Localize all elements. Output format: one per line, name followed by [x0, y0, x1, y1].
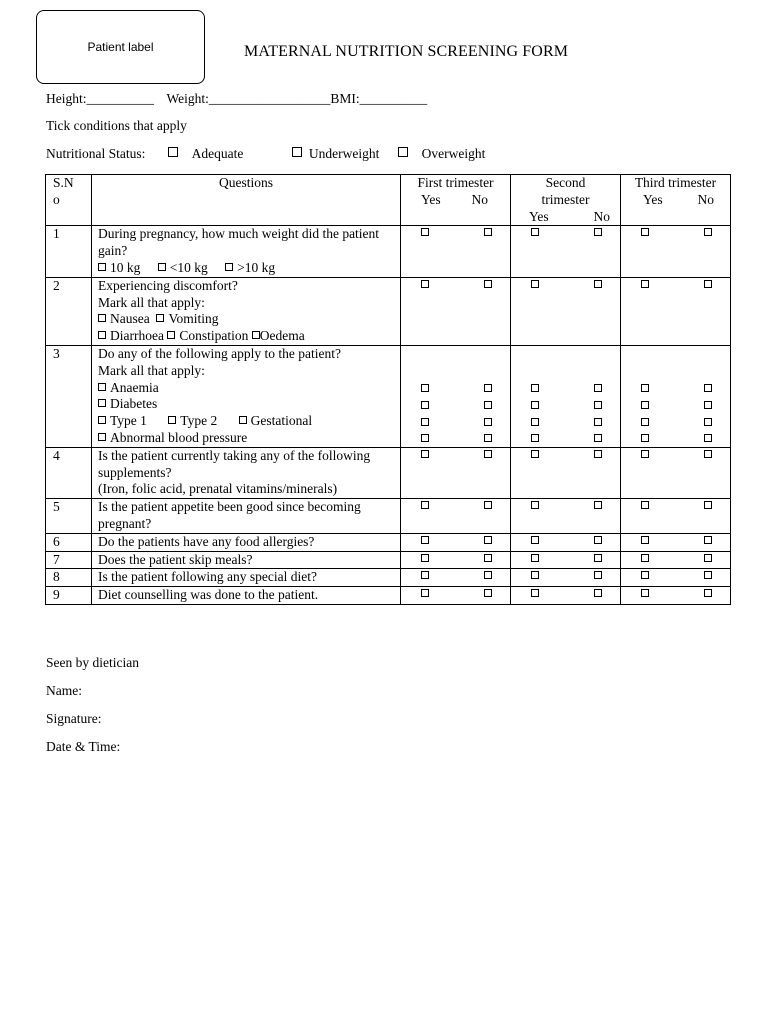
no-label: No — [471, 191, 488, 207]
no-checkbox-icon[interactable] — [484, 450, 492, 458]
question-cell: Is the patient following any special diet? — [92, 569, 401, 587]
third-trimester-cell — [621, 277, 731, 345]
seen-by-dietician: Seen by dietician — [46, 655, 139, 670]
checkbox-icon[interactable] — [98, 383, 106, 391]
table-row — [46, 226, 731, 277]
no-checkbox-icon[interactable] — [484, 501, 492, 509]
third-trimester-cell — [621, 551, 731, 569]
question-cell: Experiencing discomfort? Mark all that apply: Nausea Vomiting Diarrhoea Constipation Oedema — [92, 277, 401, 345]
yes-checkbox-icon[interactable] — [531, 401, 539, 409]
first-trimester-cell — [401, 569, 511, 587]
no-checkbox-icon[interactable] — [594, 280, 602, 288]
form-title: MATERNAL NUTRITION SCREENING FORM — [244, 43, 569, 60]
no-checkbox-icon[interactable] — [594, 450, 602, 458]
yes-checkbox-icon[interactable] — [531, 418, 539, 426]
yes-checkbox-icon[interactable] — [641, 434, 649, 442]
second-trimester-cell — [511, 569, 621, 587]
row-number: 1 — [46, 226, 92, 277]
checkbox-icon[interactable] — [225, 263, 233, 271]
screening-table — [45, 174, 731, 605]
yes-checkbox-icon[interactable] — [641, 571, 649, 579]
row-number: 2 — [46, 277, 92, 345]
question-cell: Diet counselling was done to the patient. — [92, 587, 401, 605]
question-cell: During pregnancy, how much weight did the patient gain? 10 kg <10 kg >10 kg — [92, 226, 401, 277]
yes-checkbox-icon[interactable] — [531, 589, 539, 597]
name-field[interactable]: Name: — [46, 683, 82, 698]
third-trimester-cell — [621, 345, 731, 447]
yes-checkbox-icon[interactable] — [641, 384, 649, 392]
yes-checkbox-icon[interactable] — [421, 450, 429, 458]
second-trimester-cell — [511, 587, 621, 605]
yes-checkbox-icon[interactable] — [421, 501, 429, 509]
yes-label: Yes — [529, 208, 549, 224]
checkbox-icon[interactable] — [158, 263, 166, 271]
no-checkbox-icon[interactable] — [594, 434, 602, 442]
question-cell: Do any of the following apply to the patient? Mark all that apply: Anaemia Diabetes Type 1 Type 2 Gestational Abnormal blood pressure — [92, 345, 401, 447]
no-checkbox-icon[interactable] — [594, 501, 602, 509]
row-number: 9 — [46, 587, 92, 605]
signature-field[interactable]: Signature: — [46, 711, 102, 726]
second-trimester-header: Second trimester Yes No — [511, 175, 621, 226]
no-checkbox-icon[interactable] — [484, 554, 492, 562]
yes-checkbox-icon[interactable] — [531, 536, 539, 544]
no-checkbox-icon[interactable] — [704, 434, 712, 442]
no-label: No — [697, 191, 714, 207]
yes-checkbox-icon[interactable] — [641, 280, 649, 288]
yes-checkbox-icon[interactable] — [531, 228, 539, 236]
no-checkbox-icon[interactable] — [484, 280, 492, 288]
no-checkbox-icon[interactable] — [484, 418, 492, 426]
yes-checkbox-icon[interactable] — [531, 501, 539, 509]
third-trimester-cell — [621, 447, 731, 498]
no-checkbox-icon[interactable] — [594, 571, 602, 579]
table-row — [46, 447, 731, 498]
no-checkbox-icon[interactable] — [704, 536, 712, 544]
question-cell: Is the patient appetite been good since becoming pregnant? — [92, 499, 401, 534]
yes-checkbox-icon[interactable] — [531, 571, 539, 579]
yes-checkbox-icon[interactable] — [421, 401, 429, 409]
row-number: 8 — [46, 569, 92, 587]
yes-checkbox-icon[interactable] — [531, 280, 539, 288]
third-trimester-cell — [621, 533, 731, 551]
bmi-field[interactable]: BMI:__________ — [330, 91, 428, 106]
row-number: 6 — [46, 533, 92, 551]
checkbox-icon[interactable] — [239, 416, 247, 424]
yes-checkbox-icon[interactable] — [641, 501, 649, 509]
yes-checkbox-icon[interactable] — [421, 384, 429, 392]
checkbox-icon[interactable] — [398, 147, 408, 157]
second-trimester-cell — [511, 533, 621, 551]
yes-checkbox-icon[interactable] — [531, 554, 539, 562]
second-trimester-cell — [511, 345, 621, 447]
patient-label-box — [36, 10, 205, 84]
third-trimester-cell — [621, 226, 731, 277]
yes-checkbox-icon[interactable] — [531, 434, 539, 442]
no-checkbox-icon[interactable] — [704, 401, 712, 409]
no-checkbox-icon[interactable] — [704, 554, 712, 562]
yes-checkbox-icon[interactable] — [421, 536, 429, 544]
third-trimester-cell — [621, 569, 731, 587]
first-trimester-cell — [401, 226, 511, 277]
yes-checkbox-icon[interactable] — [421, 280, 429, 288]
no-checkbox-icon[interactable] — [594, 536, 602, 544]
no-checkbox-icon[interactable] — [594, 228, 602, 236]
checkbox-icon[interactable] — [98, 399, 106, 407]
sno-header: S.N o — [46, 175, 92, 226]
checkbox-icon[interactable] — [167, 331, 175, 339]
status-underweight-option[interactable] — [292, 146, 379, 162]
no-checkbox-icon[interactable] — [594, 418, 602, 426]
yes-checkbox-icon[interactable] — [641, 418, 649, 426]
height-field[interactable]: Height:__________ — [46, 91, 154, 106]
table-row — [46, 587, 731, 605]
row-number: 4 — [46, 447, 92, 498]
no-checkbox-icon[interactable] — [484, 589, 492, 597]
checkbox-icon[interactable] — [98, 416, 106, 424]
table-row — [46, 499, 731, 534]
no-checkbox-icon[interactable] — [704, 280, 712, 288]
no-checkbox-icon[interactable] — [704, 589, 712, 597]
yes-checkbox-icon[interactable] — [421, 418, 429, 426]
checkbox-icon[interactable] — [98, 433, 106, 441]
yes-label: Yes — [643, 191, 663, 207]
first-trimester-cell — [401, 277, 511, 345]
checkbox-icon[interactable] — [98, 263, 106, 271]
row-number: 5 — [46, 499, 92, 534]
checkbox-icon[interactable] — [156, 314, 164, 322]
patient-label-text: Patient label — [87, 40, 154, 54]
questions-header: Questions — [92, 175, 401, 226]
table-row — [46, 551, 731, 569]
question-cell: Do the patients have any food allergies? — [92, 533, 401, 551]
yes-checkbox-icon[interactable] — [421, 571, 429, 579]
table-row — [46, 345, 731, 447]
second-trimester-cell — [511, 447, 621, 498]
no-checkbox-icon[interactable] — [594, 401, 602, 409]
yes-checkbox-icon[interactable] — [421, 554, 429, 562]
yes-checkbox-icon[interactable] — [641, 536, 649, 544]
checkbox-icon[interactable] — [168, 147, 178, 157]
first-trimester-cell — [401, 551, 511, 569]
question-cell: Is the patient currently taking any of the following supplements? (Iron, folic acid, prenatal vitamins/minerals) — [92, 447, 401, 498]
no-checkbox-icon[interactable] — [484, 401, 492, 409]
no-checkbox-icon[interactable] — [484, 384, 492, 392]
first-trimester-header: First trimester Yes No — [401, 175, 511, 226]
no-checkbox-icon[interactable] — [704, 501, 712, 509]
checkbox-icon[interactable] — [292, 147, 302, 157]
row-number: 3 — [46, 345, 92, 447]
first-trimester-cell — [401, 533, 511, 551]
status-option-label: Adequate — [191, 146, 244, 161]
yes-checkbox-icon[interactable] — [421, 228, 429, 236]
yes-checkbox-icon[interactable] — [421, 434, 429, 442]
third-trimester-cell — [621, 499, 731, 534]
date-time-field[interactable]: Date & Time: — [46, 739, 121, 754]
no-checkbox-icon[interactable] — [704, 228, 712, 236]
table-row — [46, 533, 731, 551]
table-row — [46, 569, 731, 587]
second-trimester-cell — [511, 226, 621, 277]
no-checkbox-icon[interactable] — [704, 418, 712, 426]
measurements-line — [46, 91, 427, 107]
second-trimester-cell — [511, 499, 621, 534]
first-trimester-cell — [401, 499, 511, 534]
no-checkbox-icon[interactable] — [484, 228, 492, 236]
yes-label: Yes — [421, 191, 441, 207]
checkbox-icon[interactable] — [98, 331, 106, 339]
no-checkbox-icon[interactable] — [484, 536, 492, 544]
no-checkbox-icon[interactable] — [704, 384, 712, 392]
checkbox-icon[interactable] — [98, 314, 106, 322]
nutritional-status-label: Nutritional Status: — [46, 146, 146, 161]
second-trimester-cell — [511, 551, 621, 569]
instruction-text: Tick conditions that apply — [46, 118, 187, 133]
yes-checkbox-icon[interactable] — [641, 554, 649, 562]
no-checkbox-icon[interactable] — [594, 384, 602, 392]
yes-checkbox-icon[interactable] — [641, 228, 649, 236]
checkbox-icon[interactable] — [252, 331, 260, 339]
no-checkbox-icon[interactable] — [704, 450, 712, 458]
status-adequate-option[interactable] — [168, 146, 243, 162]
no-label: No — [593, 208, 610, 224]
no-checkbox-icon[interactable] — [704, 571, 712, 579]
yes-checkbox-icon[interactable] — [531, 384, 539, 392]
yes-checkbox-icon[interactable] — [641, 589, 649, 597]
first-trimester-cell — [401, 587, 511, 605]
first-trimester-cell — [401, 345, 511, 447]
status-overweight-option[interactable] — [398, 146, 485, 162]
no-checkbox-icon[interactable] — [484, 434, 492, 442]
no-checkbox-icon[interactable] — [594, 554, 602, 562]
third-trimester-cell — [621, 587, 731, 605]
no-checkbox-icon[interactable] — [594, 589, 602, 597]
second-trimester-cell — [511, 277, 621, 345]
row-number: 7 — [46, 551, 92, 569]
yes-checkbox-icon[interactable] — [421, 589, 429, 597]
nutritional-status-line — [46, 146, 485, 162]
table-header-row — [46, 175, 731, 226]
weight-field[interactable]: Weight:__________________ — [166, 91, 331, 106]
checkbox-icon[interactable] — [168, 416, 176, 424]
first-trimester-cell — [401, 447, 511, 498]
yes-checkbox-icon[interactable] — [531, 450, 539, 458]
third-trimester-header: Third trimester Yes No — [621, 175, 731, 226]
status-option-label: Overweight — [421, 146, 486, 161]
no-checkbox-icon[interactable] — [484, 571, 492, 579]
question-cell: Does the patient skip meals? — [92, 551, 401, 569]
status-option-label: Underweight — [308, 146, 380, 161]
yes-checkbox-icon[interactable] — [641, 401, 649, 409]
table-row — [46, 277, 731, 345]
yes-checkbox-icon[interactable] — [641, 450, 649, 458]
